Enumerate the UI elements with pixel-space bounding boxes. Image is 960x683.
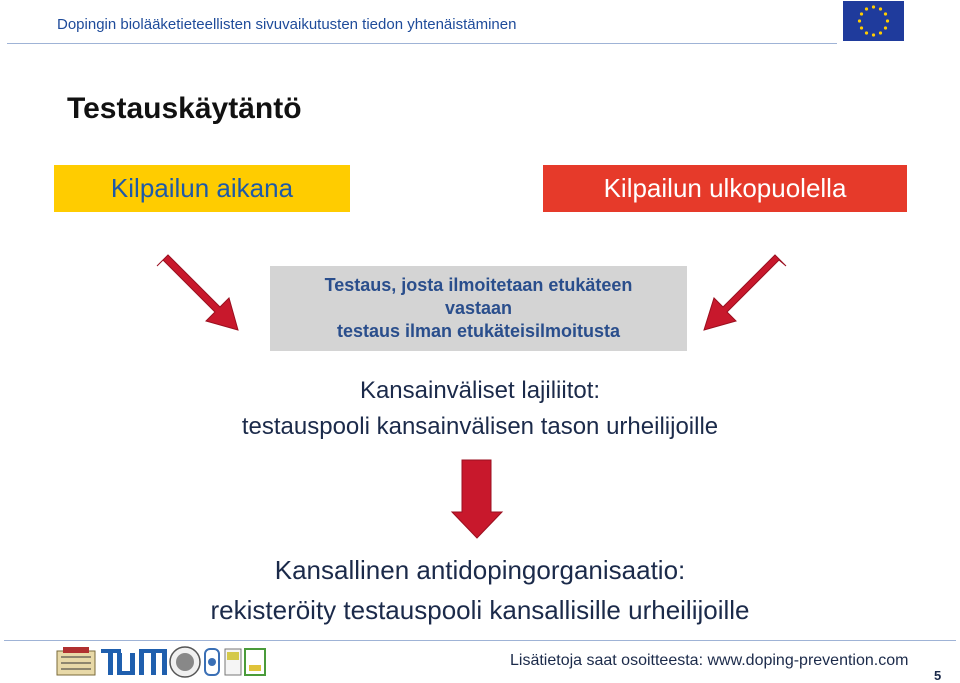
footer-divider xyxy=(4,640,956,641)
testing-line-1: Testaus, josta ilmoitetaan etukäteen xyxy=(324,275,633,295)
arrow-down-shape xyxy=(452,460,502,538)
header-title: Dopingin biolääketieteellisten sivuvaikutusten tiedon yhtenäistäminen xyxy=(57,16,517,33)
institute-logo-icon xyxy=(245,649,265,675)
out-of-competition-label: Kilpailun ulkopuolella xyxy=(603,173,847,203)
organisation-logo-icon xyxy=(225,649,241,675)
page-number: 5 xyxy=(934,668,942,683)
tum-logo-icon xyxy=(101,649,167,675)
testing-line-2: vastaan xyxy=(444,298,513,318)
crest-logo-icon xyxy=(57,647,95,675)
testing-type-box xyxy=(270,266,687,351)
national-line-2: rekisteröity testauspooli kansallisille urheilijoille xyxy=(210,595,750,625)
national-organisation-text xyxy=(0,550,960,630)
international-line-2: testauspooli kansainvälisen tason urheilijoille xyxy=(241,413,719,440)
arrow-left-shape xyxy=(157,255,238,330)
more-info-link[interactable]: Lisätietoja saat osoitteesta: www.doping-prevention.com xyxy=(510,652,909,669)
page-title: Testauskäytäntö xyxy=(67,92,302,125)
national-line-1: Kansallinen antidopingorganisaatio: xyxy=(274,555,686,585)
international-federations-text xyxy=(0,373,960,445)
partner-logos xyxy=(55,643,270,681)
university-logo-icon xyxy=(205,649,219,675)
arrow-right-shape xyxy=(704,255,786,330)
international-line-1: Kansainväliset lajiliitot: xyxy=(359,377,601,404)
seal-logo-icon xyxy=(170,647,200,677)
in-competition-label: Kilpailun aikana xyxy=(110,173,294,203)
testing-line-3: testaus ilman etukäteisilmoitusta xyxy=(336,321,621,341)
